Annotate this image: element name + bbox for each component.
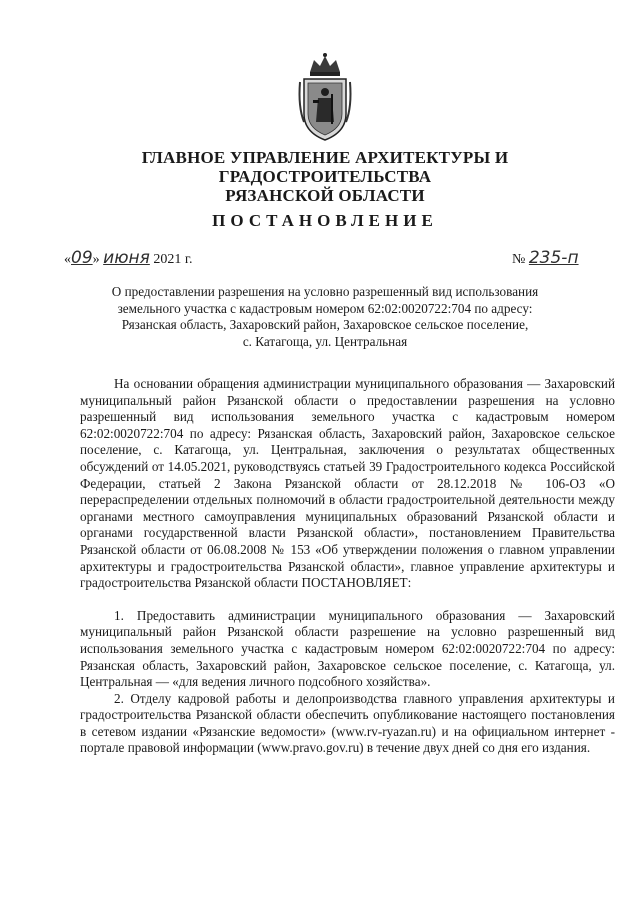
item-2-paragraph: 2. Отделу кадровой работы и делопроизводства главного управления архитектуры и градостроительства Рязанской области обеспечить опубликование настоящего постановления в сетевом издании «Рязанские ведомости» (www.rv-ryazan.ru) и на официальном интернет - портале правовой информации (www.pravo.gov.ru) в течение двух дней со дня его издания.	[80, 690, 615, 756]
subject-line1: О предоставлении разрешения на условно разрешенный вид использования	[111, 284, 539, 299]
document-date	[64, 248, 193, 268]
document-number	[512, 248, 579, 268]
item-1-paragraph: 1. Предоставить администрации муниципального образования — Захаровский муниципальный район Рязанской области разрешение на условно разрешенный вид использования земельного участка с кадастровым номером 62:02:0020722:704 по адресу: Рязанская область, Захаровский район, Захаровское сельское поселение, с. Катагоща, ул. Центральная — «для ведения личного подсобного хозяйства».	[80, 607, 615, 690]
preamble-paragraph: На основании обращения администрации муниципального образования — Захаровский муниципальный район Рязанской области о предоставлении разрешения на условно разрешенный вид использования земельного участка с кадастровым номером 62:02:0020722:704 по адресу: Рязанская область, Захаровский район, Захаровское сельское поселение, с. Катагоща, ул. Центральная, заключения о результатах общественных обсуждений от 14.05.2021, руководствуясь статьей 39 Градостроительного кодекса Российской Федерации, статьей 2 Закона Рязанской области от 28.12.2018 № 106-ОЗ «О перераспределении отдельных полномочий в области градостроительной деятельности между органами местного самоуправления муниципальных образований Рязанской области и органами государственной власти Рязанской области», постановлением Правительства Рязанской области от 06.08.2008 № 153 «Об утверждении положения о главном управлении архитектуры и градостроительства Рязанской области», главное управление архитектуры и градостроительства Рязанской области ПОСТАНОВЛЯЕТ:	[80, 376, 615, 591]
document-subject	[70, 284, 580, 350]
date-month-handwritten: июня	[103, 248, 150, 268]
ryazan-coat-of-arms-icon	[296, 52, 354, 142]
number-label: №	[512, 252, 526, 267]
organization-name-line1: ГЛАВНОЕ УПРАВЛЕНИЕ АРХИТЕКТУРЫ И ГРАДОСТРОИТЕЛЬСТВА	[141, 148, 509, 186]
subject-line4: с. Катагоща, ул. Центральная	[242, 333, 408, 349]
date-year: 2021 г.	[153, 252, 193, 267]
organization-name-line2: РЯЗАНСКОЙ ОБЛАСТИ	[225, 186, 425, 205]
number-handwritten: 235-п	[528, 248, 579, 268]
date-quote-open: «	[64, 252, 71, 267]
date-day-handwritten: 09	[71, 248, 93, 268]
subject-line2: земельного участка с кадастровым номером 62:02:0020722:704 по адресу:	[117, 300, 533, 316]
subject-line3: Рязанская область, Захаровский район, Захаровское сельское поселение,	[121, 317, 529, 333]
organization-name	[40, 148, 610, 205]
date-number-line	[64, 244, 624, 272]
document-body	[80, 376, 615, 757]
document-type-title: ПОСТАНОВЛЕНИЕ	[212, 211, 438, 230]
date-quote-close: »	[92, 252, 100, 267]
